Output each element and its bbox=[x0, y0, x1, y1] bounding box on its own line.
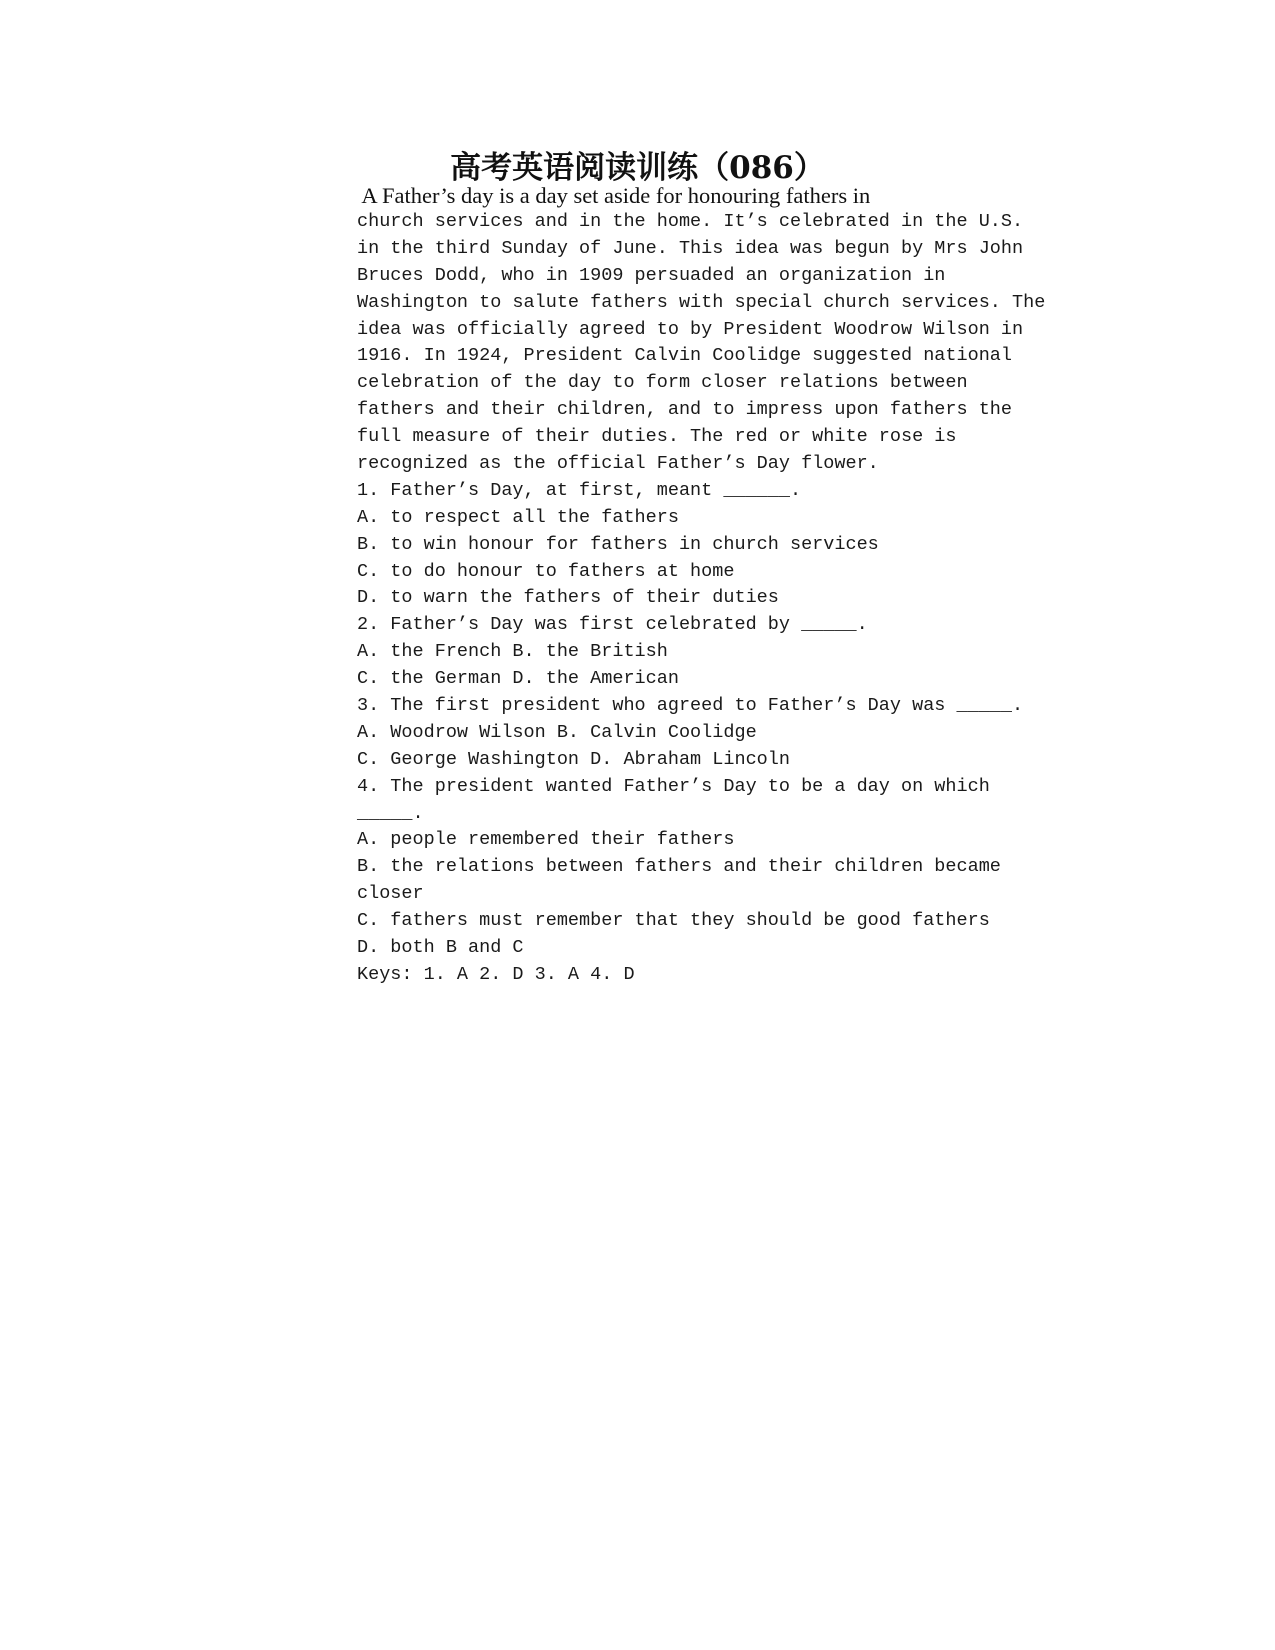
question-3: 3. The first president who agreed to Father’s Day was _____. bbox=[357, 695, 1024, 717]
passage-first-line bbox=[357, 182, 997, 209]
answer-keys: Keys: 1. A 2. D 3. A 4. D bbox=[357, 963, 635, 985]
question-2: 2. Father’s Day was first celebrated by _____. bbox=[357, 614, 868, 636]
question-1-option-a: A. to respect all the fathers bbox=[357, 506, 679, 528]
passage-line: celebration of the day to form closer relations between bbox=[357, 372, 968, 394]
passage-line: in the third Sunday of June. This idea was begun by Mrs John bbox=[357, 237, 1024, 259]
questions bbox=[357, 478, 1024, 989]
document-title: 高考英语阅读训练（086） bbox=[450, 150, 825, 186]
passage bbox=[357, 209, 1046, 478]
passage-line: Washington to salute fathers with special church services. The bbox=[357, 291, 1046, 313]
passage-line: church services and in the home. It’s celebrated in the U.S. bbox=[357, 211, 1024, 232]
passage-line: idea was officially agreed to by President Woodrow Wilson in bbox=[357, 318, 1024, 340]
question-1-option-c: C. to do honour to fathers at home bbox=[357, 560, 735, 582]
passage-line: fathers and their children, and to impress upon fathers the bbox=[357, 399, 1013, 421]
document-body bbox=[357, 182, 1046, 989]
question-3-options-ab: A. Woodrow Wilson B. Calvin Coolidge bbox=[357, 721, 757, 743]
question-2-options-cd: C. the German D. the American bbox=[357, 668, 679, 690]
question-4-blank: _____. bbox=[357, 802, 424, 824]
question-3-options-cd: C. George Washington D. Abraham Lincoln bbox=[357, 748, 790, 770]
passage-first-line-text: A Father’s day is a day set aside for honouring fathers in bbox=[361, 183, 871, 208]
passage-line: recognized as the official Father’s Day flower. bbox=[357, 453, 879, 475]
question-1-option-d: D. to warn the fathers of their duties bbox=[357, 587, 779, 609]
question-4-option-a: A. people remembered their fathers bbox=[357, 829, 735, 851]
passage-line: full measure of their duties. The red or white rose is bbox=[357, 426, 957, 448]
question-2-options-ab: A. the French B. the British bbox=[357, 641, 668, 663]
question-1: 1. Father’s Day, at first, meant ______. bbox=[357, 479, 802, 501]
question-4-option-b: B. the relations between fathers and their children became bbox=[357, 856, 1001, 878]
question-4-option-b-cont: closer bbox=[357, 883, 424, 905]
question-4-option-d: D. both B and C bbox=[357, 937, 524, 959]
question-4: 4. The president wanted Father’s Day to be a day on which bbox=[357, 775, 990, 797]
passage-line: 1916. In 1924, President Calvin Coolidge suggested national bbox=[357, 345, 1013, 367]
question-4-option-c: C. fathers must remember that they should be good fathers bbox=[357, 910, 990, 932]
question-1-option-b: B. to win honour for fathers in church services bbox=[357, 533, 879, 555]
passage-line: Bruces Dodd, who in 1909 persuaded an organization in bbox=[357, 264, 946, 286]
